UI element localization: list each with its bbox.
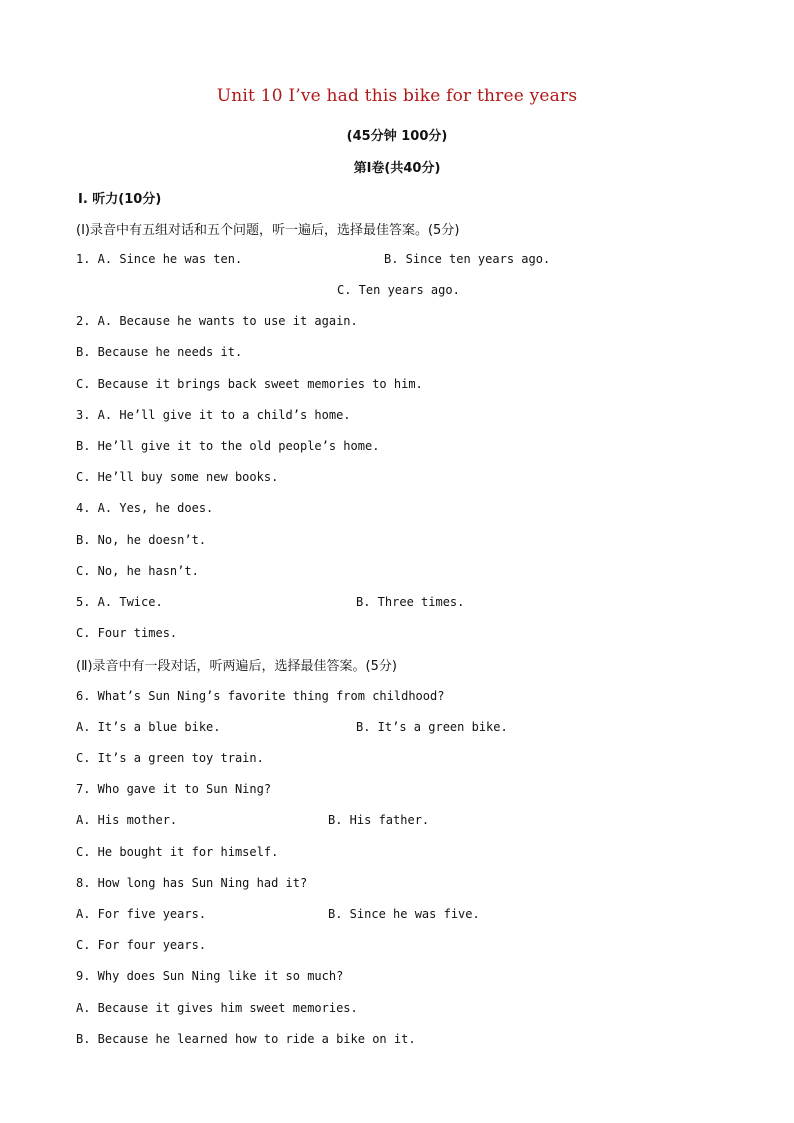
q5-option-b: B. Three times.	[356, 595, 465, 609]
section-heading: Ⅰ. 听力(10分)	[78, 192, 162, 207]
q2-option-c: C. Because it brings back sweet memories to him.	[76, 377, 423, 391]
q9-option-b: B. Because he learned how to ride a bike on it.	[76, 1032, 416, 1046]
q9-stem: 9. Why does Sun Ning like it so much?	[76, 969, 344, 983]
q8-option-a: A. For five years.	[76, 907, 207, 921]
q3-option-c: C. He’ll buy some new books.	[76, 470, 279, 484]
q9-option-a: A. Because it gives him sweet memories.	[76, 1001, 358, 1015]
part2-instruction: (Ⅱ)录音中有一段对话，听两遍后，选择最佳答案。(5分)	[76, 659, 397, 674]
q7-option-c: C. He bought it for himself.	[76, 845, 279, 859]
q4-option-c: C. No, he hasn’t.	[76, 564, 199, 578]
q1-option-c: C. Ten years ago.	[337, 283, 460, 297]
q2-option-a: 2. A. Because he wants to use it again.	[76, 314, 358, 328]
q8-option-c: C. For four years.	[76, 938, 207, 952]
q8-stem: 8. How long has Sun Ning had it?	[76, 876, 308, 890]
q6-stem: 6. What’s Sun Ning’s favorite thing from childhood?	[76, 689, 445, 703]
q6-option-a: A. It’s a blue bike.	[76, 720, 221, 734]
time-score-line: (45分钟 100分)	[346, 129, 448, 144]
q2-option-b: B. Because he needs it.	[76, 345, 243, 359]
q7-option-a: A. His mother.	[76, 813, 178, 827]
q4-option-b: B. No, he doesn’t.	[76, 533, 207, 547]
part1-instruction: (Ⅰ)录音中有五组对话和五个问题，听一遍后，选择最佳答案。(5分)	[76, 223, 460, 238]
q1-option-b: B. Since ten years ago.	[384, 252, 551, 266]
q6-option-c: C. It’s a green toy train.	[76, 751, 264, 765]
q3-option-b: B. He’ll give it to the old people’s home.	[76, 439, 380, 453]
q3-option-a: 3. A. He’ll give it to a child’s home.	[76, 408, 351, 422]
q7-option-b: B. His father.	[328, 813, 430, 827]
q5-option-c: C. Four times.	[76, 626, 178, 640]
q1-option-a: 1. A. Since he was ten.	[76, 252, 243, 266]
q7-stem: 7. Who gave it to Sun Ning?	[76, 782, 272, 796]
q8-option-b: B. Since he was five.	[328, 907, 480, 921]
document-title: Unit 10 I’ve had this bike for three years	[216, 86, 578, 106]
q4-option-a: 4. A. Yes, he does.	[76, 501, 214, 515]
q6-option-b: B. It’s a green bike.	[356, 720, 508, 734]
volume-heading: 第Ⅰ卷(共40分)	[353, 161, 441, 176]
q5-option-a: 5. A. Twice.	[76, 595, 163, 609]
